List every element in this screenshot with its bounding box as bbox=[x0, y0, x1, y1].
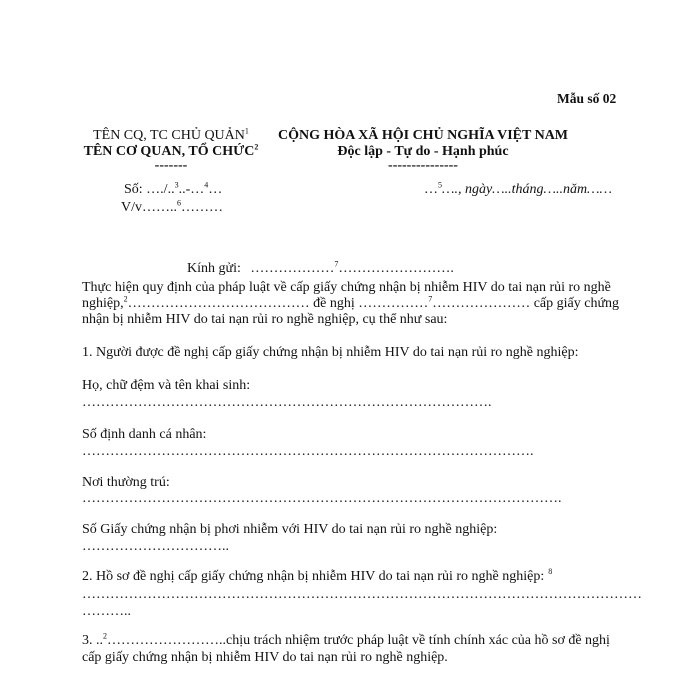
recipient-line: Kính gửi: ………………$^7$……………………. bbox=[187, 259, 454, 276]
recipient-label: Kính gửi: bbox=[187, 261, 241, 276]
document-subject: V/v……..$^6$……… bbox=[121, 198, 223, 215]
national-title: CỘNG HÒA XÃ HỘI CHỦ NGHĨA VIỆT NAM bbox=[278, 128, 569, 143]
header-right bbox=[278, 128, 568, 172]
name-field[interactable]: ……………………………………………………………………………. bbox=[82, 395, 492, 410]
residence-label: Nơi thường trú: bbox=[82, 475, 170, 490]
national-motto: Độc lập - Tự do - Hạnh phúc bbox=[337, 144, 509, 159]
section1-title: 1. Người được đề nghị cấp giấy chứng nhận bị nhiễm HIV do tai nạn rủi ro nghề nghiệp: bbox=[82, 345, 579, 360]
agency-parent-name: TÊN CQ, TC CHỦ QUẢN$^1$ bbox=[93, 126, 249, 143]
place-date: …$^5$…., ngày…..tháng…..năm…… bbox=[424, 180, 612, 197]
document-number: Số: …./..$^3$..-…$^4$… bbox=[124, 180, 223, 197]
intro-paragraph: Thực hiện quy định của pháp luật về cấp giấy chứng nhận bị nhiễm HIV do tai nạn rủi ro nghề nghiệp,$^2$………………………………… đề nghị ……………$^7$………………… cấp giấy chứng nhận bị nhiễm HIV do tai nạn rủi ro nghề nghiệp, cụ thể như sau: bbox=[82, 280, 620, 327]
name-label: Họ, chữ đệm và tên khai sinh: bbox=[82, 378, 251, 393]
header-right-rule: --------------- bbox=[388, 158, 458, 173]
exposure-cert-field[interactable]: ………………………….. bbox=[82, 539, 229, 554]
agency-name: TÊN CƠ QUAN, TỔ CHỨC$^2$ bbox=[83, 142, 259, 159]
header-left bbox=[76, 128, 266, 172]
header-left-rule: ------- bbox=[154, 158, 188, 173]
section3-paragraph: 3. ..$^2$……………………..chịu trách nhiệm trước pháp luật về tính chính xác của hồ sơ đề nghị cấp giấy chứng nhận bị nhiễm HIV do tai nạn rủi ro nghề nghiệp. bbox=[82, 631, 610, 665]
residence-field[interactable]: …………………………………………………………………………………………. bbox=[82, 491, 562, 506]
personal-id-label: Số định danh cá nhân: bbox=[82, 427, 207, 442]
personal-id-field[interactable]: ……………………………………………………………………………………. bbox=[82, 444, 534, 459]
exposure-cert-label: Số Giấy chứng nhận bị phơi nhiễm với HIV do tai nạn rủi ro nghề nghiệp: bbox=[82, 522, 498, 537]
dossier-field[interactable]: ………………………………………………………………………………………………………… ……….. bbox=[82, 587, 642, 619]
form-code: Mẫu số 02 bbox=[557, 91, 617, 106]
section2-title: 2. Hồ sơ đề nghị cấp giấy chứng nhận bị nhiễm HIV do tai nạn rủi ro nghề nghiệp: $^8$ bbox=[82, 567, 553, 584]
